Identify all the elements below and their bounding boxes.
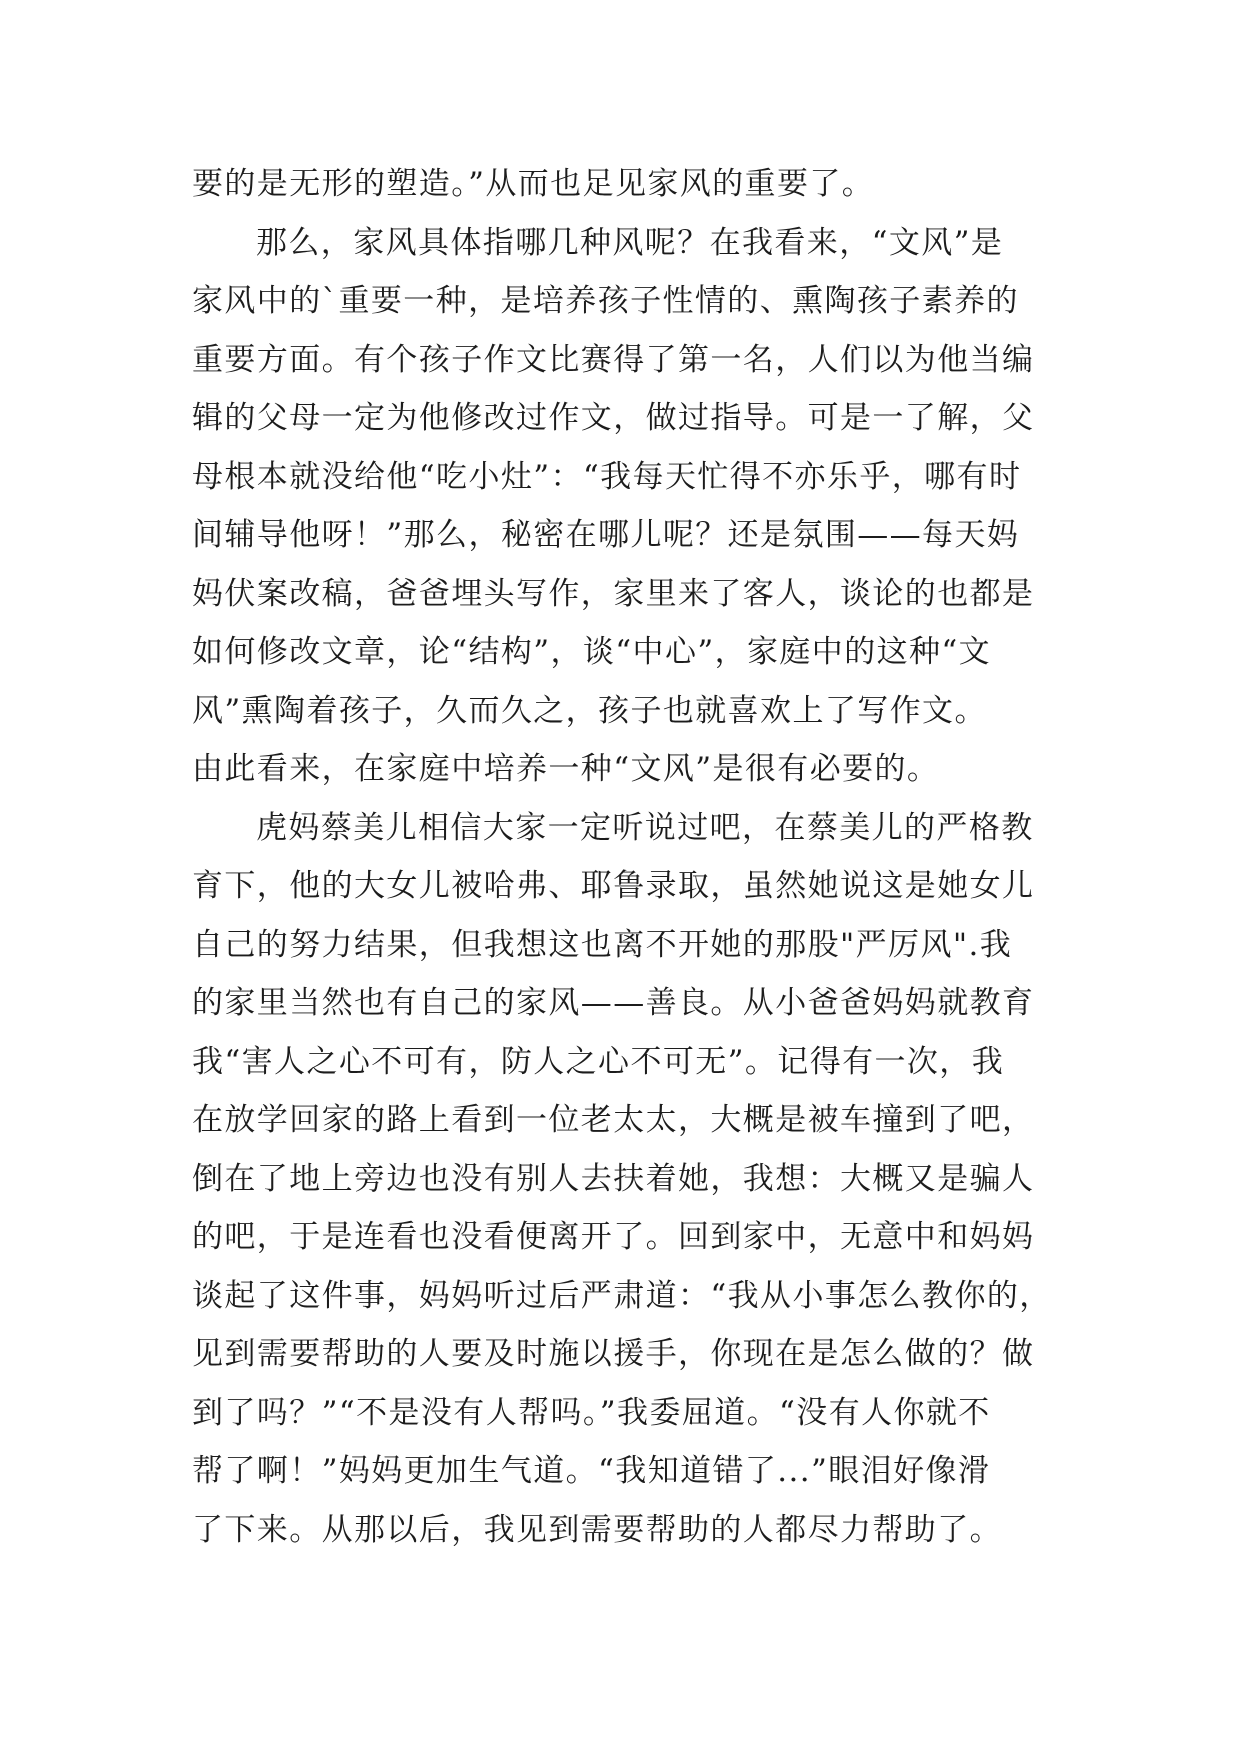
text-line: 辑的父母一定为他修改过作文，做过指导。可是一了解，父	[192, 400, 1035, 436]
text-line: 自己的努力结果，但我想这也离不开她的那股"严厉风".我	[192, 926, 1013, 963]
text-line: 间辅导他呀！”那么，秘密在哪儿呢？还是氛围——每天妈	[192, 517, 1020, 553]
text-line: 的吧，于是连看也没看便离开了。回到家中，无意中和妈妈	[192, 1219, 1035, 1255]
text-line: 由此看来，在家庭中培养一种“文风”是很有必要的。	[192, 751, 940, 787]
text-line: 的家里当然也有自己的家风——善良。从小爸爸妈妈就教育	[192, 985, 1035, 1021]
text-line: 了下来。从那以后，我见到需要帮助的人都尽力帮助了。	[192, 1511, 1002, 1548]
text-line: 风”熏陶着孩子，久而久之，孩子也就喜欢上了写作文。	[192, 692, 987, 729]
text-line: 见到需要帮助的人要及时施以援手，你现在是怎么做的？做	[192, 1336, 1035, 1372]
text-line: 妈伏案改稿，爸爸埋头写作，家里来了客人，谈论的也都是	[192, 575, 1035, 612]
paragraph-start-line: 虎妈蔡美儿相信大家一定听说过吧，在蔡美儿的严格教	[256, 809, 1034, 846]
text-line: 育下，他的大女儿被哈弗、耶鲁录取，虽然她说这是她女儿	[192, 868, 1035, 904]
text-line: 倒在了地上旁边也没有别人去扶着她，我想：大概又是骗人	[192, 1160, 1035, 1197]
text-line: 如何修改文章，论“结构”，谈“中心”，家庭中的这种“文	[192, 634, 992, 670]
paragraph-start-line: 那么，家风具体指哪几种风呢？在我看来，“文风”是	[256, 224, 1004, 261]
body-text	[192, 155, 1072, 1559]
text-line: 我“害人之心不可有，防人之心不可无”。记得有一次，我	[192, 1043, 1005, 1080]
text-line: 帮了啊！”妈妈更加生气道。“我知道错了...”眼泪好像滑	[192, 1453, 991, 1489]
text-line: 谈起了这件事，妈妈听过后严肃道：“我从小事怎么教你的，	[192, 1277, 1052, 1314]
text-line: 要的是无形的塑造。”从而也足见家风的重要了。	[192, 166, 875, 202]
text-line: 到了吗？”“不是没有人帮吗。”我委屈道。“没有人你就不	[192, 1394, 991, 1431]
text-line: 家风中的`重要一种，是培养孩子性情的、熏陶孩子素养的	[192, 283, 1019, 319]
text-line: 母根本就没给他“吃小灶”：“我每天忙得不亦乐乎，哪有时	[192, 458, 1022, 495]
text-line: 重要方面。有个孩子作文比赛得了第一名，人们以为他当编	[192, 341, 1035, 378]
text-line: 在放学回家的路上看到一位老太太，大概是被车撞到了吧，	[192, 1102, 1035, 1138]
